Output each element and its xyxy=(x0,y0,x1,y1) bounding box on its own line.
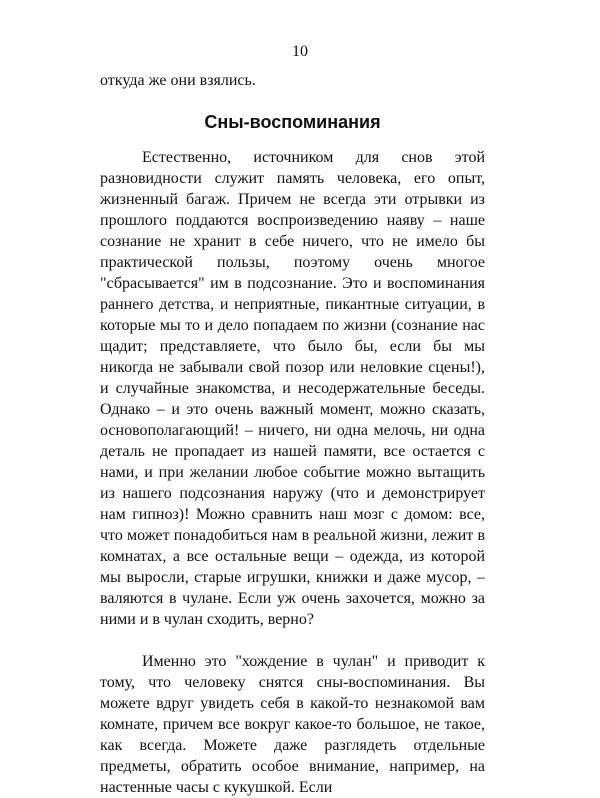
page-number: 10 xyxy=(292,43,308,60)
paragraph-1: Естественно, источником для снов этой разновидности служит память человека, его опыт, жизненный багаж. Причем не всегда эти отрывки из прошлого поддаются воспроизведению наяву – наше сознание не хранит в себе ничего, что не имело бы практической пользы, поэтому очень многое "сбрасывается" им в подсознание. Это и воспоминания раннего детства, и неприятные, пикантные ситуации, в которые мы то и дело попадаем по жизни (сознание нас щадит; представляете, что было бы, если бы мы никогда не забывали свой позор или неловкие сцены!), и случайные знакомства, и несодержательные беседы. Однако – и это очень важный момент, можно сказать, основополагающий! – ничего, ни одна мелочь, ни одна деталь не пропадает из нашей памяти, все остается с нами, и при желании любое событие можно вытащить из нашего подсознания наружу (что и демонстрирует нам гипноз)! Можно сравнить наш мозг с домом: все, что может понадобиться нам в реальной жизни, лежит в комнатах, а все остальные вещи – одежда, из которой мы выросли, старые игрушки, книжки и даже мусор, – валяются в чулане. Если уж очень захочется, можно за ними и в чулан сходить, верно? xyxy=(100,149,485,628)
chapter-heading: Сны-воспоминания xyxy=(204,112,381,132)
paragraph-gap xyxy=(100,630,485,651)
page-body xyxy=(100,70,485,798)
paragraph-2: Именно это "хождение в чулан" и приводит к тому, что человеку снятся сны-воспоминания. Вы можете вдруг увидеть себя в какой-то незнакомой вам комнате, причем все вокруг какое-то большое, не такое, как всегда. Можете даже разглядеть отдельные предметы, обратить особое внимание, например, на настенные часы с кукушкой. Если xyxy=(100,653,485,796)
lead-paragraph: откуда же они взялись. xyxy=(100,72,256,89)
